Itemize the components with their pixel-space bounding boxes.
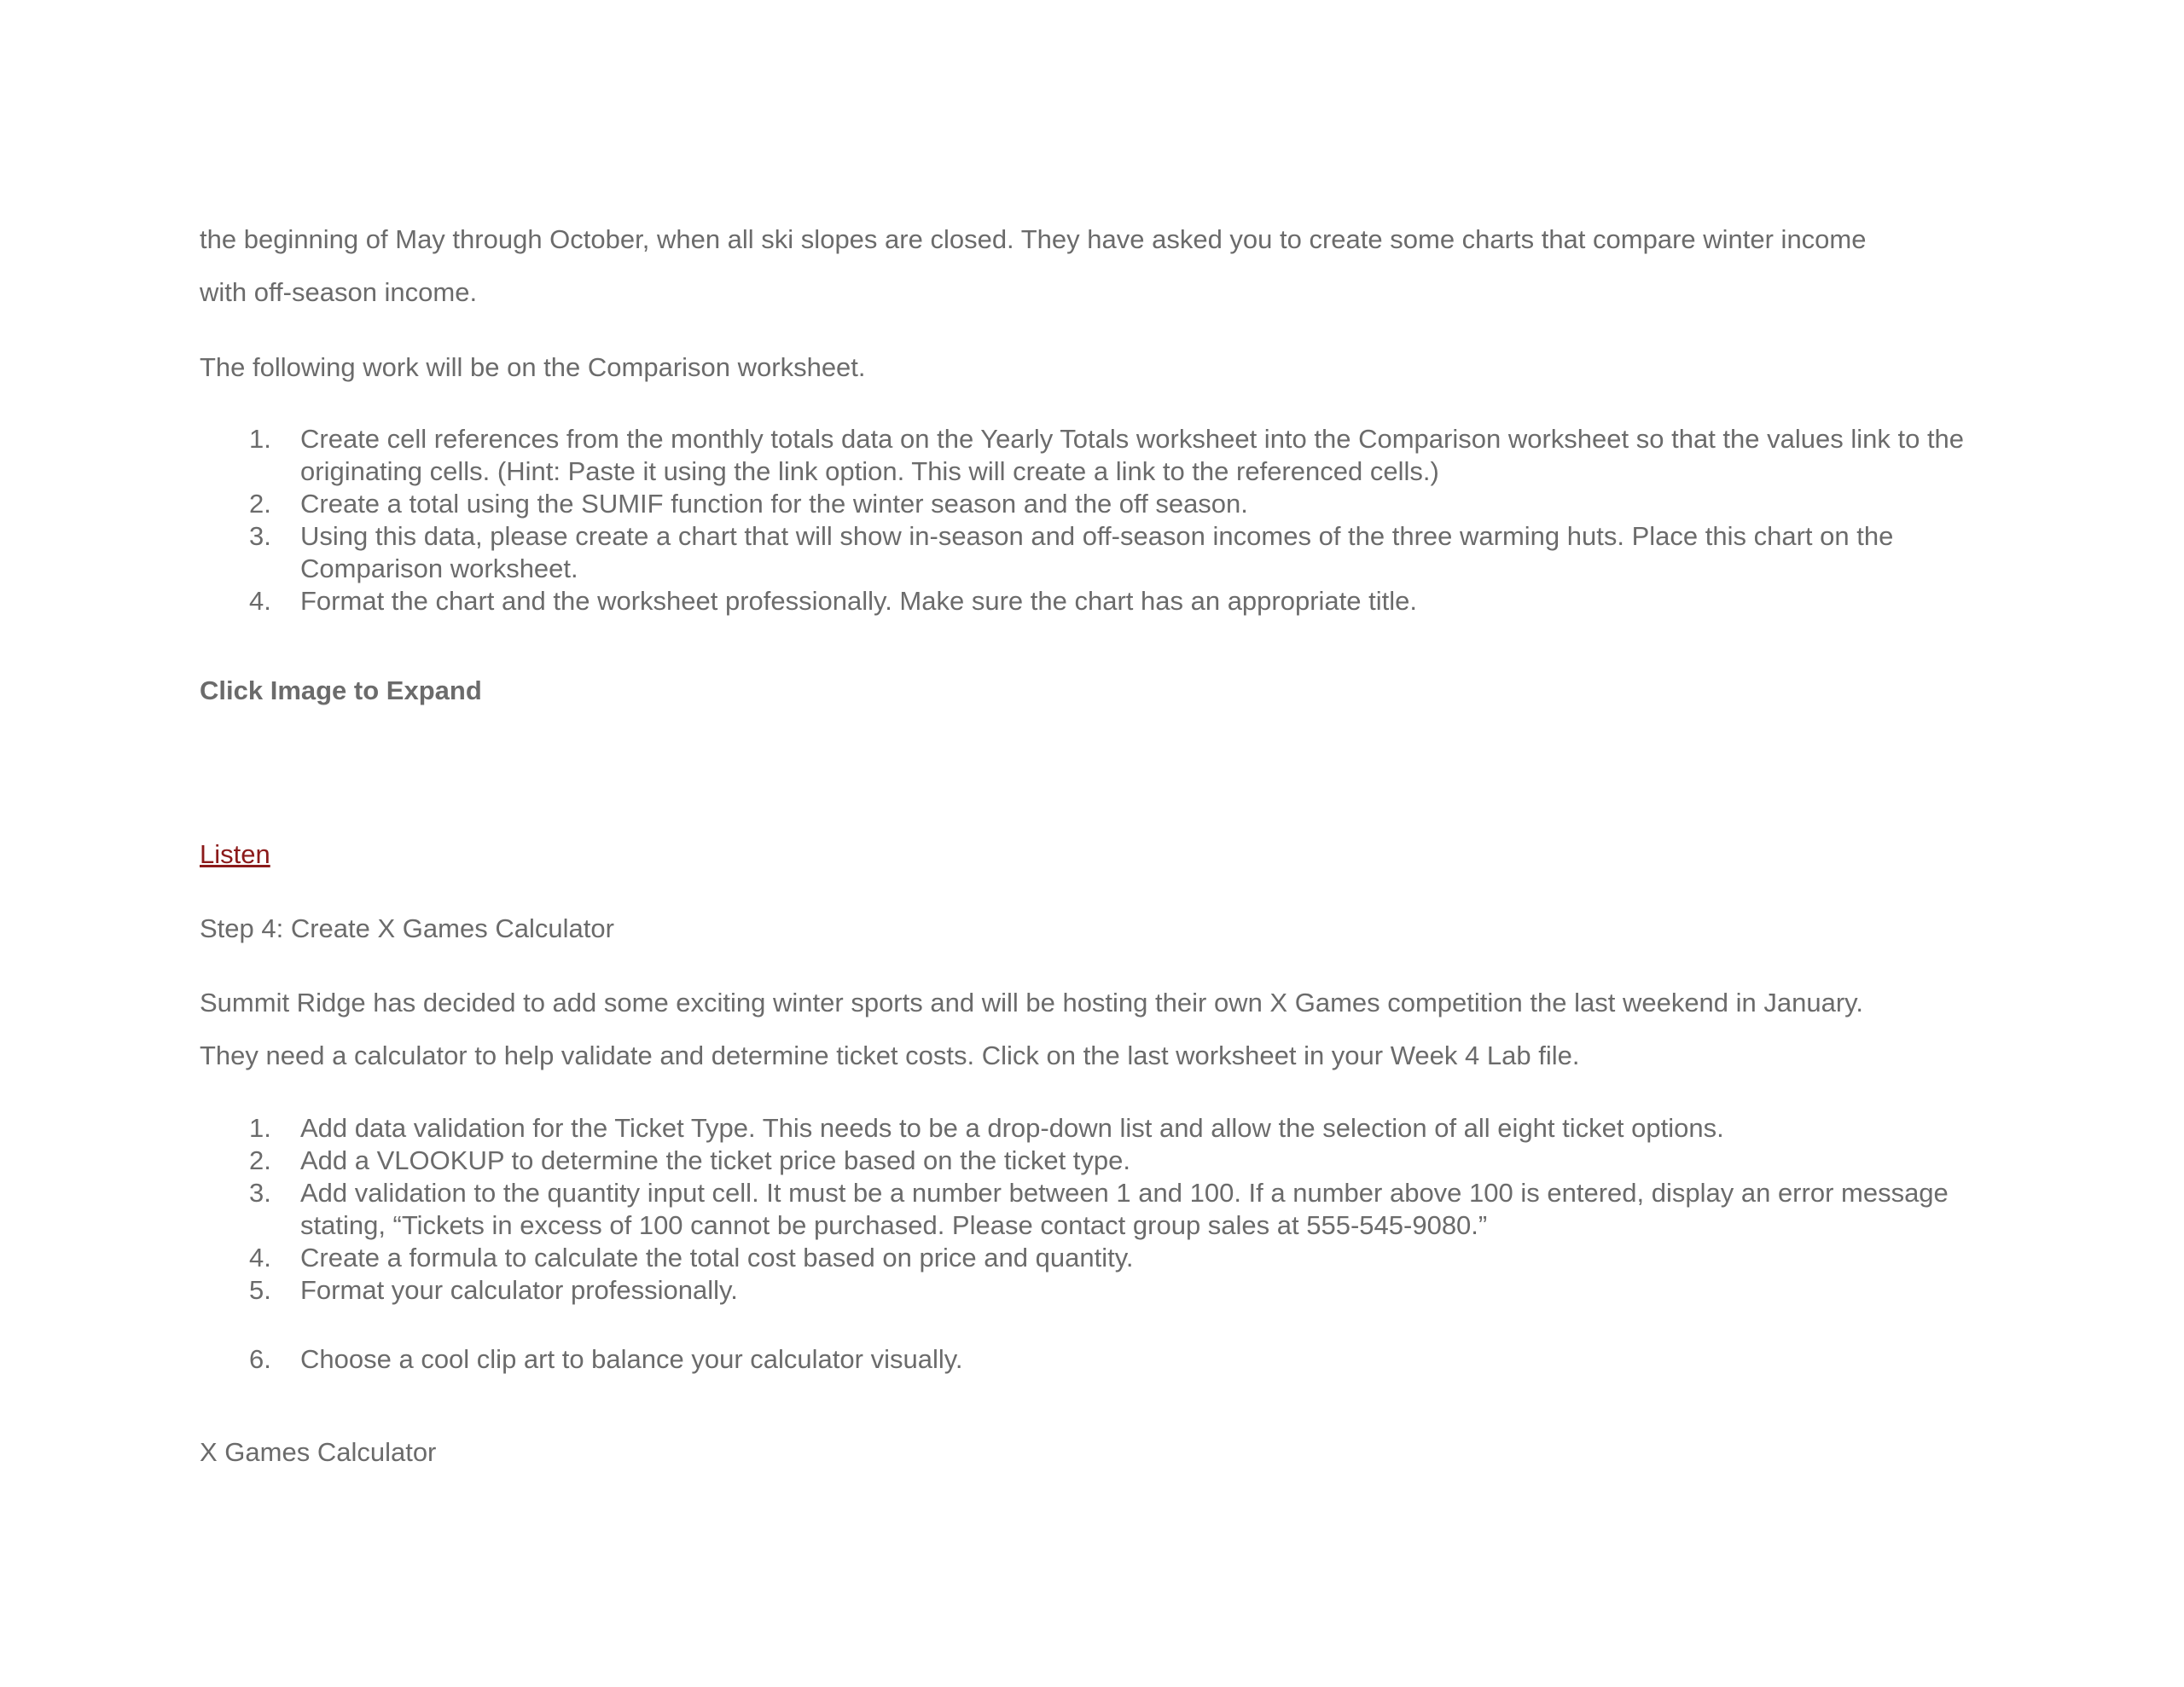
- list-item-number: 3.: [249, 1178, 271, 1208]
- list-item: [200, 1242, 2008, 1274]
- list-item-text: Add data validation for the Ticket Type. This needs to be a drop-down list and allow the selection of all eight ticket options.: [300, 1113, 1724, 1143]
- list-item-number: 5.: [249, 1275, 271, 1305]
- list-item: [200, 488, 2008, 520]
- list-item-text: Format the chart and the worksheet professionally. Make sure the chart has an appropriate title.: [300, 586, 1417, 616]
- step4-intro: [200, 977, 2008, 1082]
- list-item-text: Add a VLOOKUP to determine the ticket price based on the ticket type.: [300, 1145, 1131, 1175]
- list-item-text: Add validation to the quantity input cell. It must be a number between 1 and 100. If a number above 100 is entered, display an error message stating, “Tickets in excess of 100 cannot be purchased. Please contact group sales at 555-545-9080.”: [300, 1178, 1949, 1240]
- list-item-number: 2.: [249, 489, 271, 519]
- list-item-text: Create cell references from the monthly totals data on the Yearly Totals worksheet into the Comparison worksheet so that the values link to the originating cells. (Hint: Paste it using the link option. This will create a link to the referenced cells.): [300, 424, 1965, 486]
- intro-line-2: with off-season income.: [200, 277, 478, 307]
- list-item: [200, 1177, 2008, 1242]
- list-item: [200, 520, 2008, 585]
- listen-paragraph: [200, 828, 2008, 881]
- list-item: [200, 1112, 2008, 1145]
- listen-link[interactable]: Listen: [200, 839, 270, 869]
- list-item: [200, 585, 2008, 617]
- list-item: [200, 423, 2008, 488]
- list-item-number: 2.: [249, 1145, 271, 1175]
- step4-intro-line-2: They need a calculator to help validate and determine ticket costs. Click on the last worksheet in your Week 4 Lab file.: [200, 1041, 1580, 1070]
- list-item: [200, 1343, 2008, 1376]
- list-item-text: Format your calculator professionally.: [300, 1275, 738, 1305]
- list-item: [200, 1274, 2008, 1307]
- list-item-number: 4.: [249, 586, 271, 616]
- step4-title: Step 4: Create X Games Calculator: [200, 913, 614, 943]
- list-item-text: Create a total using the SUMIF function for the winter season and the off season.: [300, 489, 1248, 519]
- list-item: [200, 1145, 2008, 1177]
- list-item-number: 1.: [249, 1113, 271, 1143]
- calculator-steps-list: [200, 1112, 2008, 1307]
- comparison-steps-list: [200, 423, 2008, 617]
- list-item-text: Create a formula to calculate the total cost based on price and quantity.: [300, 1243, 1134, 1272]
- list-item-text: Choose a cool clip art to balance your calculator visually.: [300, 1344, 963, 1374]
- list-item-number: 6.: [249, 1344, 271, 1374]
- calculator-caption: X Games Calculator: [200, 1437, 437, 1467]
- list-item-text: Using this data, please create a chart that will show in-season and off-season incomes of the three warming huts. Place this chart on the Comparison worksheet.: [300, 521, 1894, 583]
- intro-line-1: the beginning of May through October, when all ski slopes are closed. They have asked you to create some charts that compare winter income: [200, 224, 1867, 254]
- final-step-list: [200, 1343, 2008, 1376]
- list-item-number: 1.: [249, 424, 271, 454]
- step4-intro-line-1: Summit Ridge has decided to add some exciting winter sports and will be hosting their own X Games competition the last weekend in January.: [200, 988, 1863, 1017]
- comparison-intro: The following work will be on the Comparison worksheet.: [200, 352, 866, 382]
- intro-paragraph: [200, 213, 2008, 319]
- list-item-number: 3.: [249, 521, 271, 551]
- click-image-heading: Click Image to Expand: [200, 675, 482, 705]
- list-item-number: 4.: [249, 1243, 271, 1272]
